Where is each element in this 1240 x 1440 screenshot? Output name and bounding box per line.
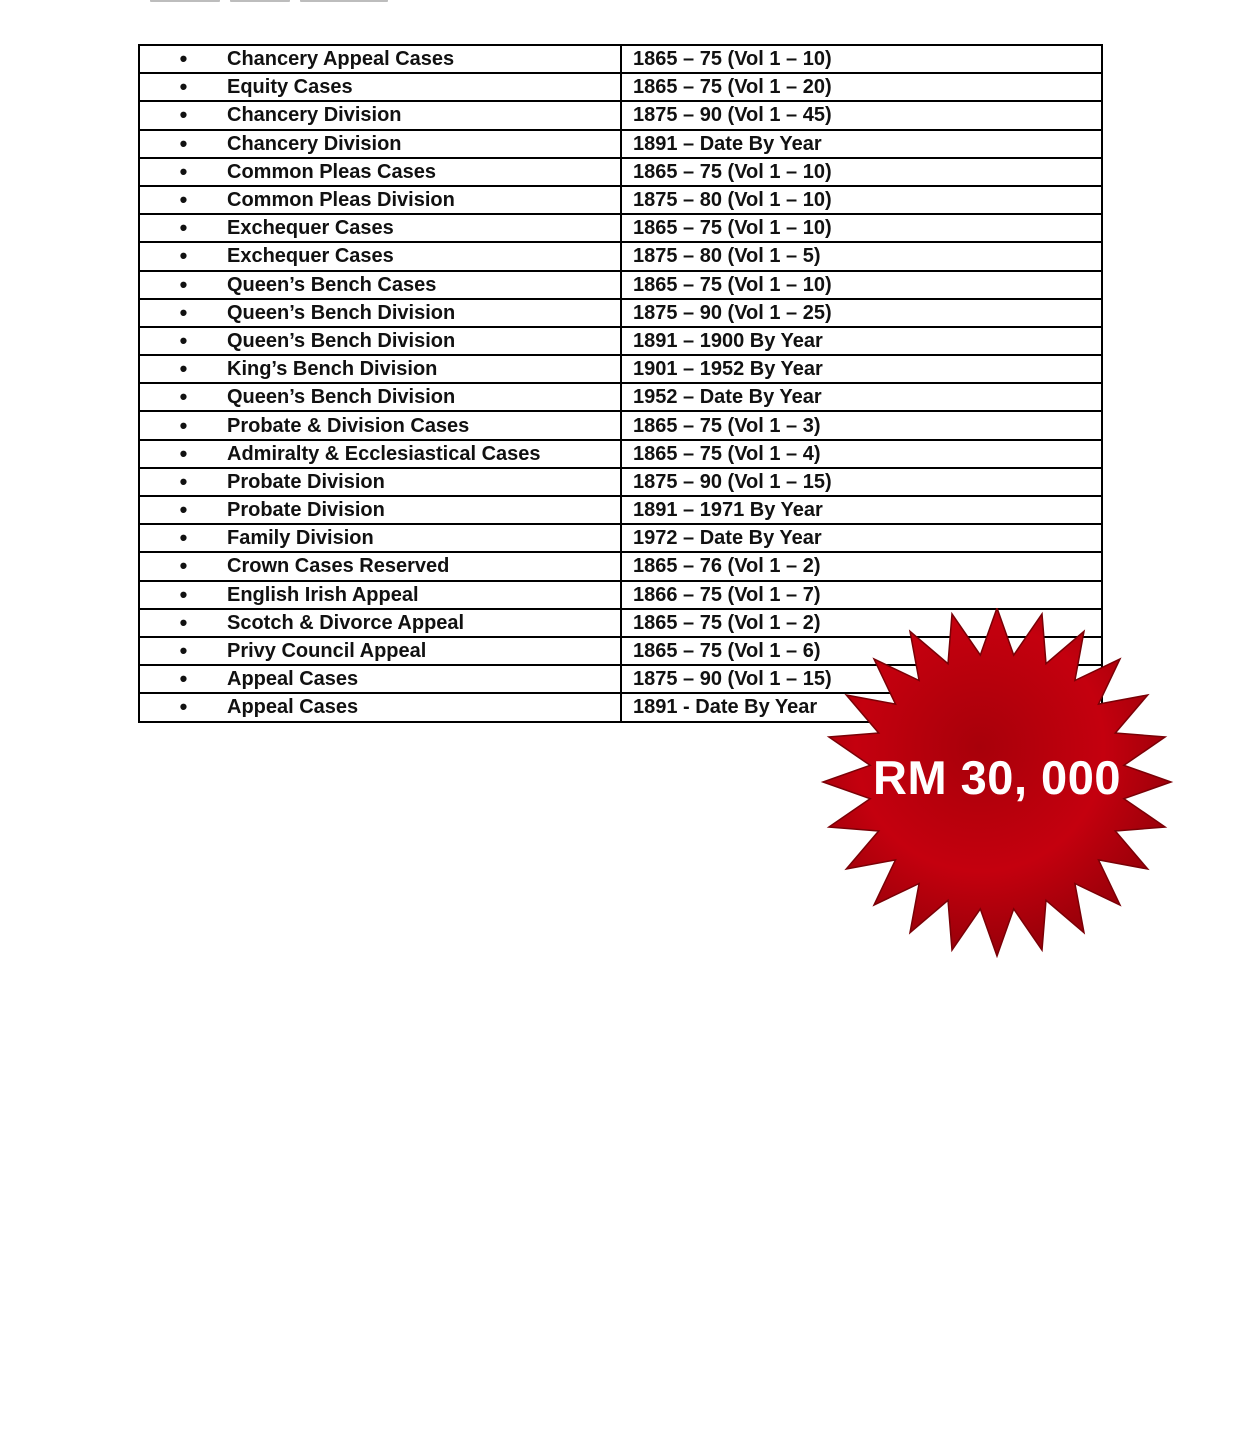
series-name: Probate Division (227, 499, 385, 522)
series-cell (139, 665, 621, 693)
series-cell (139, 524, 621, 552)
bullet-icon: • (179, 525, 188, 551)
series-cell (139, 73, 621, 101)
bullet-icon: • (179, 102, 188, 128)
coverage-cell: 1972 – Date By Year (621, 524, 1102, 552)
table-row (139, 552, 1102, 580)
series-cell (139, 693, 621, 721)
bullet-icon: • (179, 158, 188, 184)
bullet-icon: • (179, 187, 188, 213)
bullet-icon: • (179, 412, 188, 438)
series-cell (139, 383, 621, 411)
bullet-icon: • (179, 243, 188, 269)
table-row (139, 581, 1102, 609)
table-row (139, 101, 1102, 129)
coverage-cell: 1865 – 75 (Vol 1 – 10) (621, 214, 1102, 242)
table-row (139, 242, 1102, 270)
table-row (139, 327, 1102, 355)
series-cell (139, 130, 621, 158)
cropped-heading-fragment (150, 0, 390, 2)
coverage-cell: 1952 – Date By Year (621, 383, 1102, 411)
table-row (139, 158, 1102, 186)
coverage-cell: 1865 – 75 (Vol 1 – 10) (621, 45, 1102, 73)
bullet-icon: • (179, 638, 188, 664)
series-name: Queen’s Bench Division (227, 386, 456, 409)
bullet-icon: • (179, 299, 188, 325)
series-cell (139, 327, 621, 355)
coverage-cell: 1875 – 90 (Vol 1 – 45) (621, 101, 1102, 129)
series-name: Probate & Division Cases (227, 414, 470, 437)
coverage-cell: 1875 – 90 (Vol 1 – 15) (621, 468, 1102, 496)
coverage-cell: 1875 – 90 (Vol 1 – 25) (621, 299, 1102, 327)
coverage-cell: 1865 – 76 (Vol 1 – 2) (621, 552, 1102, 580)
series-name: Privy Council Appeal (227, 640, 427, 663)
series-cell (139, 299, 621, 327)
series-name: Queen’s Bench Division (227, 301, 456, 324)
series-cell (139, 609, 621, 637)
coverage-cell: 1865 – 75 (Vol 1 – 10) (621, 271, 1102, 299)
table-row (139, 524, 1102, 552)
coverage-cell: 1865 – 75 (Vol 1 – 10) (621, 158, 1102, 186)
table-row (139, 468, 1102, 496)
series-cell (139, 101, 621, 129)
series-name: Appeal Cases (227, 668, 359, 691)
series-name: Chancery Division (227, 132, 402, 155)
series-cell (139, 496, 621, 524)
coverage-cell: 1901 – 1952 By Year (621, 355, 1102, 383)
series-name: Crown Cases Reserved (227, 555, 450, 578)
bullet-icon: • (179, 694, 188, 720)
bullet-icon: • (179, 581, 188, 607)
series-name: Chancery Division (227, 104, 402, 127)
series-cell (139, 411, 621, 439)
series-name: Probate Division (227, 470, 385, 493)
coverage-cell: 1865 – 75 (Vol 1 – 2) (621, 609, 1102, 637)
bullet-icon: • (179, 497, 188, 523)
series-name: Queen’s Bench Division (227, 329, 456, 352)
table-row (139, 496, 1102, 524)
series-cell (139, 158, 621, 186)
bullet-icon: • (179, 327, 188, 353)
series-name: Appeal Cases (227, 696, 359, 719)
series-name: Scotch & Divorce Appeal (227, 611, 465, 634)
bullet-icon: • (179, 271, 188, 297)
coverage-cell: 1875 – 80 (Vol 1 – 5) (621, 242, 1102, 270)
bullet-icon: • (179, 74, 188, 100)
coverage-cell: 1865 – 75 (Vol 1 – 20) (621, 73, 1102, 101)
table-row (139, 411, 1102, 439)
series-cell (139, 355, 621, 383)
table-row (139, 45, 1102, 73)
table-row (139, 440, 1102, 468)
table-row (139, 355, 1102, 383)
coverage-cell: 1875 – 80 (Vol 1 – 10) (621, 186, 1102, 214)
bullet-icon: • (179, 666, 188, 692)
coverage-cell: 1865 – 75 (Vol 1 – 3) (621, 411, 1102, 439)
series-cell (139, 637, 621, 665)
table-row (139, 214, 1102, 242)
series-name: English Irish Appeal (227, 583, 419, 606)
bullet-icon: • (179, 130, 188, 156)
series-cell (139, 440, 621, 468)
coverage-cell: 1865 – 75 (Vol 1 – 4) (621, 440, 1102, 468)
series-cell (139, 214, 621, 242)
coverage-cell: 1891 - Date By Year (621, 693, 1102, 721)
series-name: Chancery Appeal Cases (227, 48, 455, 71)
coverage-cell: 1875 – 90 (Vol 1 – 15) (621, 665, 1102, 693)
series-cell (139, 45, 621, 73)
series-name: Exchequer Cases (227, 217, 394, 240)
bullet-icon: • (179, 384, 188, 410)
bullet-icon: • (179, 553, 188, 579)
series-name: Equity Cases (227, 76, 353, 99)
bullet-icon: • (179, 468, 188, 494)
coverage-cell: 1891 – 1900 By Year (621, 327, 1102, 355)
series-cell (139, 468, 621, 496)
bullet-icon: • (179, 215, 188, 241)
bullet-icon: • (179, 46, 188, 72)
series-cell (139, 581, 621, 609)
series-cell (139, 552, 621, 580)
coverage-cell: 1891 – 1971 By Year (621, 496, 1102, 524)
series-name: Exchequer Cases (227, 245, 394, 268)
coverage-cell: 1865 – 75 (Vol 1 – 6) (621, 637, 1102, 665)
table-row (139, 130, 1102, 158)
bullet-icon: • (179, 440, 188, 466)
series-cell (139, 186, 621, 214)
bullet-icon: • (179, 356, 188, 382)
series-name: Common Pleas Cases (227, 160, 436, 183)
table-row (139, 383, 1102, 411)
bullet-icon: • (179, 609, 188, 635)
series-name: King’s Bench Division (227, 358, 438, 381)
series-name: Queen’s Bench Cases (227, 273, 437, 296)
series-name: Common Pleas Division (227, 189, 455, 212)
table-row (139, 271, 1102, 299)
table-row (139, 299, 1102, 327)
coverage-cell: 1891 – Date By Year (621, 130, 1102, 158)
coverage-cell: 1866 – 75 (Vol 1 – 7) (621, 581, 1102, 609)
series-cell (139, 242, 621, 270)
table-row (139, 73, 1102, 101)
table-row (139, 186, 1102, 214)
price-label: RM 30, 000 (873, 751, 1121, 804)
series-name: Family Division (227, 527, 374, 550)
series-name: Admiralty & Ecclesiastical Cases (227, 442, 541, 465)
series-cell (139, 271, 621, 299)
